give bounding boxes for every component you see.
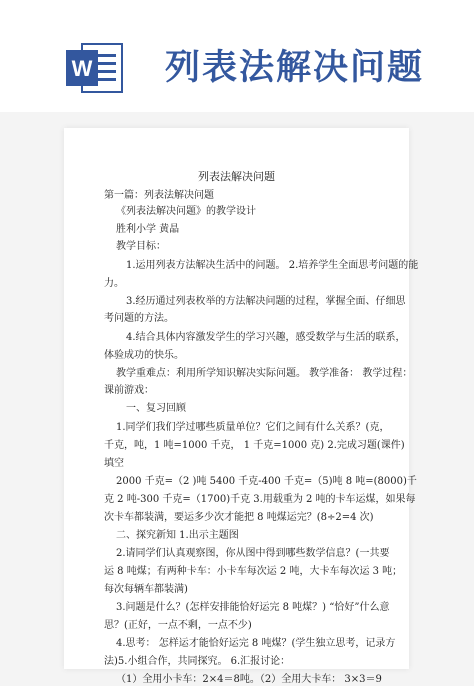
doc-line: 教学重难点：利用所学知识解决实际问题。 教学准备： 教学过程： xyxy=(116,368,413,379)
doc-line: （1）全用小卡车：2×4＝8吨。（2）全用大卡车： 3×3＝9 xyxy=(116,674,382,685)
word-document-icon xyxy=(62,40,128,96)
document-header xyxy=(0,0,474,112)
doc-line: 4.结合具体内容激发学生的学习兴趣，感受数学与生活的联系， xyxy=(126,332,406,343)
doc-line: 力。 xyxy=(104,278,124,289)
doc-line: 4.思考： 怎样运才能恰好运完 8 吨煤？(学生独立思考，记录方 xyxy=(116,638,396,649)
svg-text:W: W xyxy=(71,56,93,81)
doc-line: 《列表法解决问题》的教学设计 xyxy=(116,206,256,217)
doc-line: 思？(正好，一点不剩，一点不少) xyxy=(104,620,252,631)
header-title: 列表法解决问题 xyxy=(165,48,425,88)
doc-line: 3.经历通过列表枚举的方法解决问题的过程，掌握全面、仔细思 xyxy=(126,296,406,307)
doc-line: 课前游戏： xyxy=(104,385,154,396)
doc-line: 二、探究新知 1.出示主题图 xyxy=(116,530,239,541)
doc-line: 1.运用列表方法解决生活中的问题。 2.培养学生全面思考问题的能 xyxy=(126,260,419,271)
doc-line: 一、复习回顾 xyxy=(126,403,186,414)
doc-line: 运 8 吨煤；有两种卡车：小卡车每次运 2 吨，大卡车每次运 3 吨； xyxy=(104,566,403,577)
doc-line: 体验成功的快乐。 xyxy=(104,350,184,361)
doc-line: 2000 千克=（2 )吨 5400 千克-400 千克=（5)吨 8 吨=(8000)千 xyxy=(116,476,417,487)
doc-line: 每次每辆车都装满) xyxy=(104,584,188,595)
doc-line: 1.同学们我们学过哪些质量单位？它们之间有什么关系？(克， xyxy=(116,422,390,433)
doc-line: 2.请同学们认真观察图，你从图中得到哪些数学信息？(一共要 xyxy=(116,548,390,559)
document-page xyxy=(64,128,419,685)
doc-line: 胜利小学 黄晶 xyxy=(116,224,180,235)
doc-line: 填空 xyxy=(104,458,124,469)
doc-line: 3.问题是什么？(怎样安排能恰好运完 8 吨煤？) “恰好”什么意 xyxy=(116,602,390,613)
doc-line: 教学目标： xyxy=(116,241,166,252)
doc-line: 考问题的方法。 xyxy=(104,313,174,324)
doc-line: 千克，吨，1 吨=1000 千克， 1 千克=1000 克) 2.完成习题(课件) xyxy=(104,440,405,451)
doc-line: 法)5.小组合作，共同探究。 6.汇报讨论： xyxy=(104,656,291,667)
doc-line: 次卡车都装满，要运多少次才能把 8 吨煤运完？(8÷2=4 次) xyxy=(104,512,374,523)
document-title: 列表法解决问题 xyxy=(198,170,275,183)
doc-line: 克 2 吨-300 千克=（1700)千克 3.用载重为 2 吨的卡车运煤，如果每 xyxy=(104,494,416,505)
doc-line: 第一篇：列表法解决问题 xyxy=(104,190,214,201)
